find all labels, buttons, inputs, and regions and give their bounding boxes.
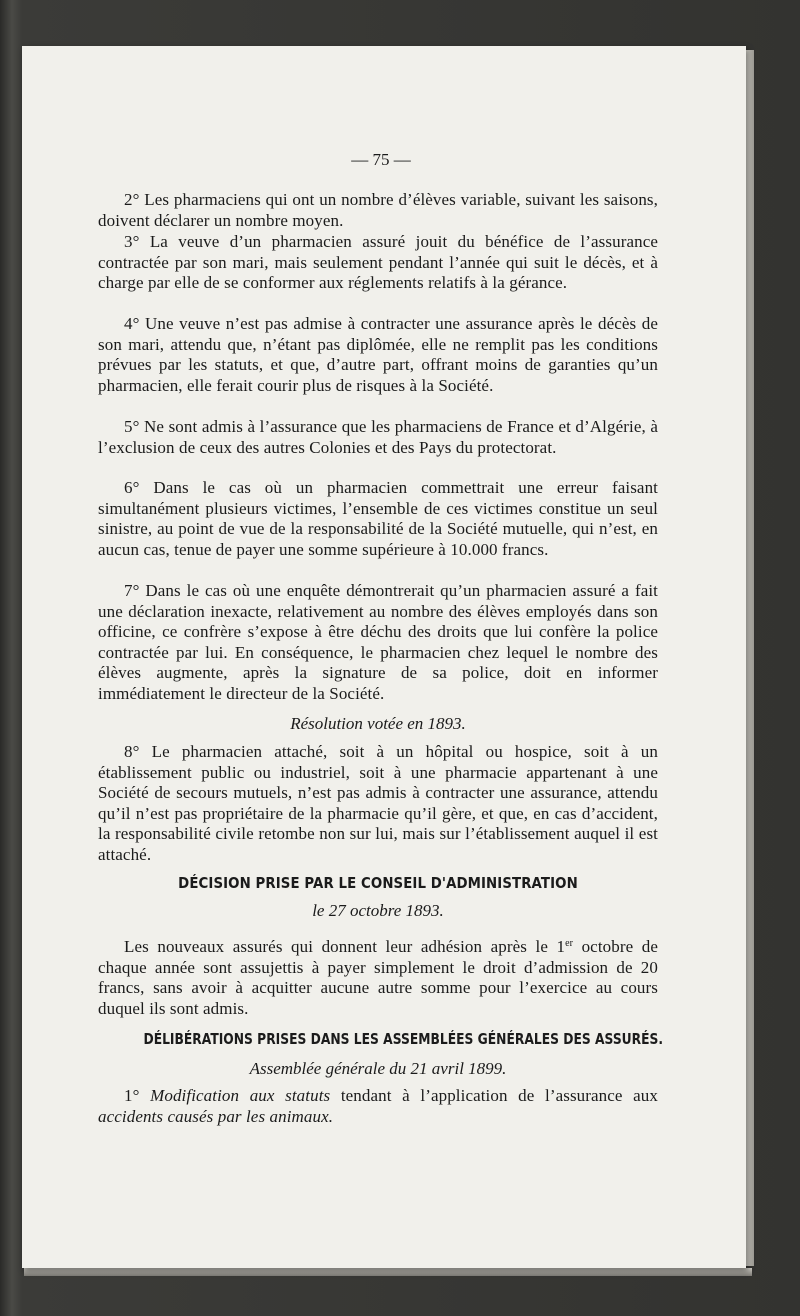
- modification-italic-2: accidents causés par les animaux.: [98, 1106, 334, 1126]
- decision-text-a: Les nouveaux assurés qui donnent leur adhésion après le 1: [124, 937, 566, 956]
- assembly-date: Assemblée générale du 21 avril 1899.: [249, 1059, 507, 1078]
- modification-italic-1: Modification aux statuts: [150, 1086, 331, 1105]
- superscript-er: er: [565, 938, 574, 949]
- modification-text: tendant à l’application de l’assurance aux: [330, 1086, 658, 1105]
- section-heading-decision: DÉCISION PRISE PAR LE CONSEIL D'ADMINISTRATION: [178, 874, 578, 892]
- section-heading-deliberations: DÉLIBÉRATIONS PRISES DANS LES ASSEMBLÉES GÉNÉRALES DES ASSURÉS.: [143, 1030, 664, 1048]
- paragraph-4: 4° Une veuve n’est pas admise à contracter une assurance après le décès de son mari, attendu que, n’étant pas diplômée, elle ne remplit pas les conditions prévues par les statuts, et que, d’autre part, offrant moins de garanties qu’un pharmacien, elle ferait courir plus de risques à la Société.: [98, 314, 658, 395]
- paragraph-5: 5° Ne sont admis à l’assurance que les pharmaciens de France et d’Algérie, à l’exclusion de ceux des autres Colonies et des Pays du protectorat.: [98, 417, 658, 457]
- page-number: — 75 —: [351, 150, 411, 169]
- modification-number: 1°: [124, 1086, 151, 1105]
- paragraph-3: 3° La veuve d’un pharmacien assuré jouit du bénéfice de l’assurance contractée par son mari, mais seulement pendant l’année qui suit le décès, et à charge par elle de se conformer aux réglements relatifs à la gérance.: [98, 232, 658, 293]
- decision-text-b: octobre de chaque année sont assujettis à payer simplement le droit d’admission de 20 francs, sans avoir à acquitter aucune autre somme pour l’exercice au cours duquel ils sont admis.: [98, 937, 658, 1018]
- paragraph-decision: [98, 934, 658, 1019]
- paragraph-2: 2° Les pharmaciens qui ont un nombre d’élèves variable, suivant les saisons, doivent déclarer un nombre moyen.: [98, 190, 658, 230]
- decision-date: le 27 octobre 1893.: [312, 901, 444, 920]
- page-bottom-edge: [24, 1268, 752, 1276]
- paragraph-6: 6° Dans le cas où un pharmacien commettrait une erreur faisant simultanément plusieurs victimes, l’ensemble de ces victimes constitue un seul sinistre, au point de vue de la responsabilité de la Société mutuelle, qui n’est, en aucun cas, tenue de payer une somme supérieure à 10.000 francs.: [98, 478, 658, 559]
- book-page: [22, 46, 746, 1268]
- paragraph-8: 8° Le pharmacien attaché, soit à un hôpital ou hospice, soit à un établissement public ou industriel, soit à une pharmacie appartenant à une Société de secours mutuels, n’est pas admis à contracter une assurance, attendu qu’il n’est pas propriétaire de la pharmacie qu’il gère, et que, en cas d’accident, la responsabilité civile retombe non sur lui, mais sur l’établissement auquel il est attaché.: [98, 742, 658, 864]
- page-edge: [746, 50, 754, 1266]
- paragraph-modification: [98, 1086, 658, 1127]
- paragraph-7: 7° Dans le cas où une enquête démontrerait qu’un pharmacien assuré a fait une déclaration inexacte, relativement au nombre des élèves employés dans son officine, ce confrère s’expose à être déchu des droits que lui confère la police contractée par lui. En conséquence, le pharmacien chez lequel le nombre des élèves augmente, après la signature de sa police, doit en informer immédiatement le directeur de la Société.: [98, 581, 658, 703]
- resolution-subheading: Résolution votée en 1893.: [290, 714, 466, 733]
